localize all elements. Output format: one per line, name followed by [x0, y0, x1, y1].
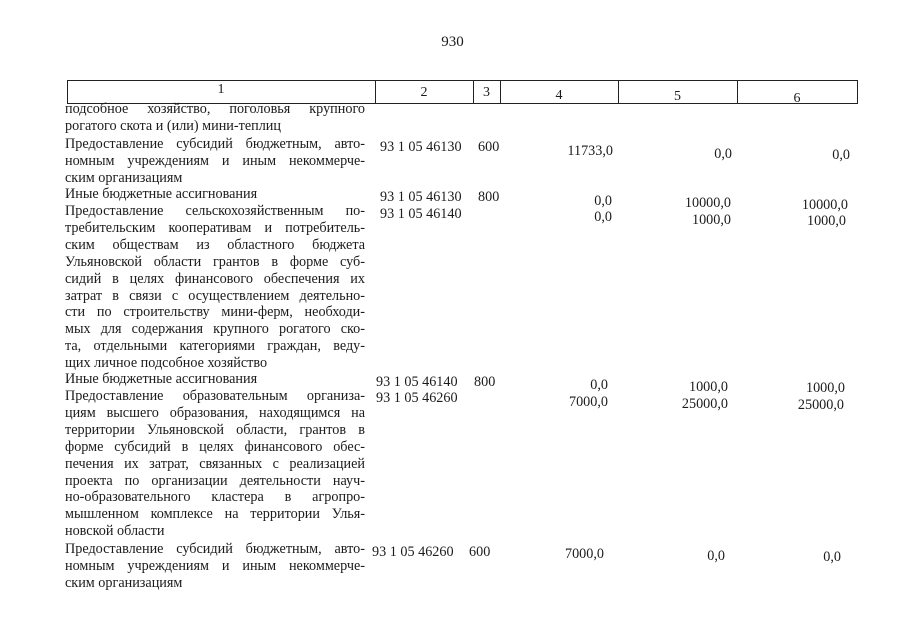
row-value-col5: 1000,0	[688, 379, 728, 395]
row-code: 93 1 05 46140	[380, 206, 462, 222]
description-line: щих личное подсобное хозяйство	[65, 355, 268, 372]
row-code: 93 1 05 46140	[376, 374, 458, 390]
description-line: Предоставление субсидий бюджетным, авто-	[65, 541, 365, 557]
description-line: но-образовательного кластера в агропро-	[65, 489, 365, 506]
description-line: печения их затрат, связанных с реализацией	[65, 455, 365, 472]
row-value-col4: 7000,0	[564, 546, 604, 562]
description-line: территории Ульяновской области, грантов в	[65, 421, 365, 438]
description-line: Предоставление сельскохозяйственным по-	[65, 203, 365, 219]
header-top-border	[67, 80, 857, 81]
description-line: номным учреждениям и иным некоммерче-	[65, 557, 365, 574]
row-value-col4: 0,0	[594, 209, 612, 225]
description-line: Предоставление субсидий бюджетным, авто-	[65, 136, 365, 152]
description-line: мышленном комплексе на территории Улья-	[65, 506, 365, 523]
column-header-5: 5	[674, 89, 681, 104]
row-description	[65, 388, 365, 540]
description-line: сти по строительству мини-ферм, необходи-	[65, 304, 365, 321]
description-line: ским обществам из областного бюджета	[65, 236, 365, 253]
column-header-6: 6	[793, 91, 801, 106]
description-line: сидий в целях финансового обеспечения их	[65, 270, 365, 287]
row-value-col4: 11733,0	[567, 143, 613, 159]
description-line: требительским кооперативам и потребитель-	[65, 219, 365, 236]
description-line: та, отдельными категориями граждан, веду-	[65, 338, 365, 355]
description-line: ским организациям	[65, 574, 183, 591]
row-value-col4: 0,0	[590, 377, 608, 393]
description-line: Предоставление образовательным организа-	[65, 388, 365, 404]
description-line: ским организациям	[65, 169, 183, 186]
description-line: Иные бюджетные ассигнования	[65, 186, 258, 202]
page-number: 930	[441, 34, 464, 50]
row-code: 93 1 05 46260	[376, 390, 458, 406]
description-line: затрат в связи с осуществлением деятельно-	[65, 287, 365, 304]
row-value-col6: 0,0	[832, 147, 850, 163]
description-line: подсобное хозяйство, поголовья крупного	[65, 101, 365, 117]
row-value-col5: 0,0	[714, 146, 732, 162]
row-description	[65, 101, 365, 135]
description-line: Иные бюджетные ассигнования	[65, 371, 258, 387]
header-right-border	[857, 80, 858, 104]
row-type: 800	[478, 189, 500, 205]
row-value-col6: 25000,0	[797, 397, 844, 413]
column-header-2: 2	[420, 85, 428, 100]
row-description	[65, 186, 365, 203]
row-value-col5: 25000,0	[681, 396, 728, 412]
description-line: циям высшего образования, находящимся на	[65, 404, 365, 421]
row-value-col5: 0,0	[707, 548, 725, 564]
description-line: новской области	[65, 523, 165, 540]
description-line: Ульяновской области грантов в форме суб-	[65, 253, 365, 270]
row-value-col6: 1000,0	[806, 213, 846, 229]
row-value-col5: 1000,0	[691, 212, 731, 228]
row-description	[65, 203, 365, 372]
row-code: 93 1 05 46260	[372, 544, 454, 560]
row-value-col6: 0,0	[823, 549, 841, 565]
row-type: 600	[469, 544, 491, 560]
row-value-col4: 0,0	[594, 193, 612, 209]
description-line: рогатого скота и (или) мини-теплиц	[65, 117, 281, 134]
row-code: 93 1 05 46130	[380, 139, 462, 155]
row-value-col6: 1000,0	[805, 380, 845, 396]
row-type: 600	[478, 139, 500, 155]
row-code: 93 1 05 46130	[380, 189, 462, 205]
column-header-3: 3	[483, 85, 490, 100]
row-value-col5: 10000,0	[684, 195, 731, 211]
description-line: номным учреждениям и иным некоммерче-	[65, 152, 365, 169]
column-header-4: 4	[555, 88, 563, 103]
column-header-1: 1	[217, 82, 225, 97]
row-value-col4: 7000,0	[568, 394, 608, 410]
description-line: проекта по организации деятельности науч-	[65, 472, 365, 489]
row-type: 800	[474, 374, 496, 390]
row-value-col6: 10000,0	[801, 197, 848, 213]
description-line: форме субсидий в целях финансового обес-	[65, 438, 365, 455]
row-description	[65, 541, 365, 592]
row-description	[65, 136, 365, 187]
description-line: мых для содержания крупного рогатого ско-	[65, 321, 365, 338]
row-description	[65, 371, 365, 388]
